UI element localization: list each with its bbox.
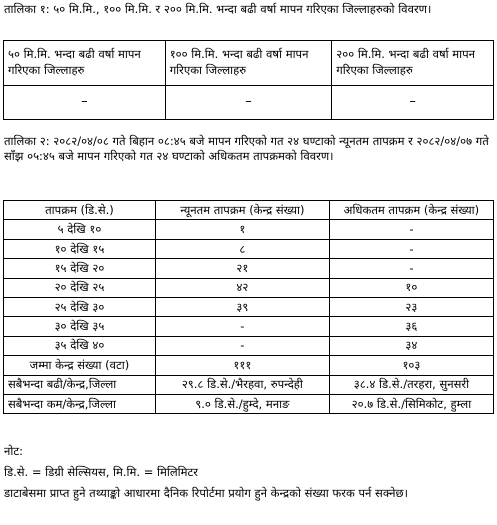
- header-max-temperature: अधिकतम तापक्रम (केन्द्र संख्या): [329, 201, 493, 220]
- total-min-count: १११: [155, 356, 329, 375]
- total-row: [4, 356, 494, 375]
- table-row: [4, 336, 494, 355]
- table-row: [4, 220, 494, 239]
- max-count-cell: २३: [329, 297, 493, 316]
- lowest-min-station: ९.० डि.से./हुम्दे, मनाङ: [155, 394, 329, 413]
- notes-section: [4, 444, 494, 501]
- header-temperature-range: तापक्रम (डि.से.): [4, 201, 156, 220]
- range-cell: १५ देखि २०: [4, 259, 156, 278]
- notes-label: नोट:: [4, 444, 24, 458]
- highest-max-station: ३८.४ डि.से./तरहरा, सुनसरी: [329, 375, 493, 394]
- table-header-row: [4, 41, 494, 86]
- header-200mm: २०० मि.मि. भन्दा बढी वर्षा मापन गरिएका जिल्लाहरु: [332, 41, 494, 86]
- table-row: [4, 317, 494, 336]
- range-cell: २० देखि २५: [4, 278, 156, 297]
- max-count-cell: ३६: [329, 317, 493, 336]
- notes-abbreviations: डि.से. = डिग्री सेल्सियस, मि.मि. = मिलिमिटर: [4, 464, 198, 479]
- highest-min-station: २९.८ डि.से./भैरहवा, रुपन्देही: [155, 375, 329, 394]
- table-header-row: [4, 201, 494, 220]
- notes-disclaimer: डाटाबेसमा प्राप्त हुने तथ्याङ्को आधारमा दैनिक रिपोर्टमा प्रयोग हुने केन्द्रको संख्या फरक पर्न सक्नेछ।: [4, 485, 408, 500]
- value-50mm: –: [4, 86, 166, 120]
- min-count-cell: -: [155, 336, 329, 355]
- min-count-cell: १: [155, 220, 329, 239]
- table-row: [4, 297, 494, 316]
- range-cell: ३० देखि ३५: [4, 317, 156, 336]
- total-label: जम्मा केन्द्र संख्या (वटा): [4, 356, 156, 375]
- min-count-cell: -: [155, 317, 329, 336]
- highest-row: [4, 375, 494, 394]
- lowest-max-station: २०.७ डि.से./सिमिकोट, हुम्ला: [329, 394, 493, 413]
- value-200mm: –: [332, 86, 494, 120]
- max-count-cell: १०: [329, 278, 493, 297]
- max-count-cell: -: [329, 220, 493, 239]
- max-count-cell: -: [329, 239, 493, 258]
- max-count-cell: -: [329, 259, 493, 278]
- header-min-temperature: न्यूनतम तापक्रम (केन्द्र संख्या): [155, 201, 329, 220]
- rainfall-table: [3, 40, 494, 120]
- lowest-label: सबैभन्दा कम/केन्द्र,जिल्ला: [4, 394, 156, 413]
- header-100mm: १०० मि.मि. भन्दा बढी वर्षा मापन गरिएका जिल्लाहरु: [165, 41, 332, 86]
- table1-caption: तालिका १: ५० मि.मि., १०० मि.मि. र २०० मि.मि. भन्दा बढी वर्षा मापन गरिएका जिल्लाहरुको विवरण।: [4, 2, 432, 16]
- total-max-count: १०३: [329, 356, 493, 375]
- table2-caption: तालिका २: २०८२/०४/०८ गते बिहान ०८:४५ बजे मापन गरिएको गत २४ घण्टाको न्यूनतम तापक्रम र २०८२/०४/०७ गते साँझ ०५:४५ बजे मापन गरिएको गत २४ घण्टाको अधिकतम तापक्रमको विवरण।: [4, 134, 489, 163]
- highest-label: सबैभन्दा बढी/केन्द्र,जिल्ला: [4, 375, 156, 394]
- table-row: [4, 239, 494, 258]
- range-cell: ३५ देखि ४०: [4, 336, 156, 355]
- range-cell: २५ देखि ३०: [4, 297, 156, 316]
- lowest-row: [4, 394, 494, 413]
- max-count-cell: ३४: [329, 336, 493, 355]
- temperature-table: [3, 200, 494, 414]
- table-row: [4, 86, 494, 120]
- range-cell: ५ देखि १०: [4, 220, 156, 239]
- min-count-cell: ३९: [155, 297, 329, 316]
- min-count-cell: ८: [155, 239, 329, 258]
- min-count-cell: २१: [155, 259, 329, 278]
- table-row: [4, 278, 494, 297]
- table-row: [4, 259, 494, 278]
- header-50mm: ५० मि.मि. भन्दा बढी वर्षा मापन गरिएका जिल्लाहरु: [4, 41, 166, 86]
- min-count-cell: ४२: [155, 278, 329, 297]
- value-100mm: –: [165, 86, 332, 120]
- range-cell: १० देखि १५: [4, 239, 156, 258]
